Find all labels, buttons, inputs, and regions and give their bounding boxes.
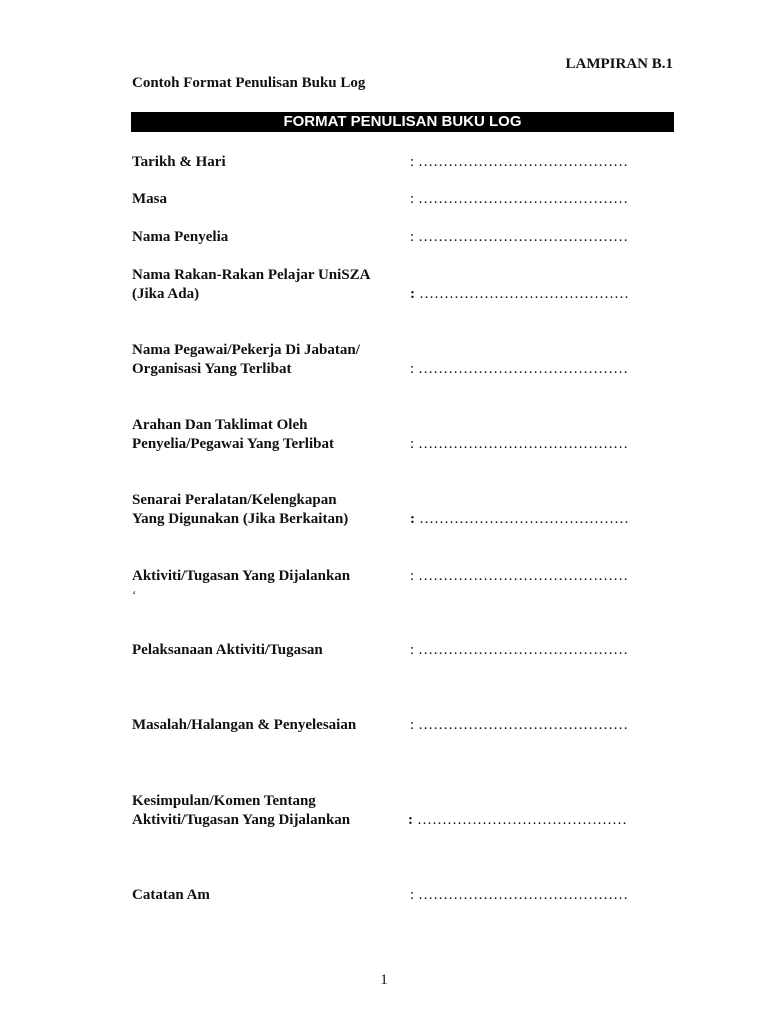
- field-label: Aktiviti/Tugasan Yang Dijalankan: [132, 568, 351, 584]
- field-value-placeholder: : ……………………………………: [410, 642, 629, 658]
- field-value-placeholder: : ……………………………………: [410, 887, 629, 903]
- field-label: Kesimpulan/Komen Tentang Aktiviti/Tugasan Yang Dijalankan: [132, 793, 351, 828]
- form-title-banner: FORMAT PENULISAN BUKU LOG: [131, 112, 674, 132]
- field-label: Catatan Am: [132, 887, 210, 903]
- field-value-placeholder: : ……………………………………: [410, 568, 629, 584]
- field-value-placeholder: : ……………………………………: [408, 812, 627, 828]
- stray-mark: ‘: [132, 587, 137, 602]
- field-value-placeholder: : ……………………………………: [410, 717, 629, 733]
- field-value-placeholder: : ……………………………………: [410, 229, 629, 245]
- field-value-placeholder: : ……………………………………: [410, 286, 629, 302]
- appendix-label: LAMPIRAN B.1: [565, 56, 673, 72]
- field-value-placeholder: : ……………………………………: [410, 154, 629, 170]
- field-value-placeholder: : ……………………………………: [410, 511, 629, 527]
- field-label: Masalah/Halangan & Penyelesaian: [132, 717, 357, 733]
- page-number: 1: [380, 972, 388, 988]
- document-subtitle: Contoh Format Penulisan Buku Log: [132, 75, 366, 91]
- field-label: Arahan Dan Taklimat Oleh Penyelia/Pegawai Yang Terlibat: [132, 417, 334, 452]
- field-label: Nama Penyelia: [132, 229, 229, 245]
- field-label: Pelaksanaan Aktiviti/Tugasan: [132, 642, 323, 658]
- field-value-placeholder: : ……………………………………: [410, 436, 629, 452]
- field-label: Nama Pegawai/Pekerja Di Jabatan/ Organisasi Yang Terlibat: [132, 342, 360, 377]
- field-value-placeholder: : ……………………………………: [410, 191, 629, 207]
- field-label: Masa: [132, 191, 167, 207]
- field-label: Nama Rakan-Rakan Pelajar UniSZA (Jika Ada): [132, 267, 371, 302]
- field-value-placeholder: : ……………………………………: [410, 361, 629, 377]
- field-label: Senarai Peralatan/Kelengkapan Yang Digunakan (Jika Berkaitan): [132, 492, 349, 527]
- field-label: Tarikh & Hari: [132, 154, 226, 170]
